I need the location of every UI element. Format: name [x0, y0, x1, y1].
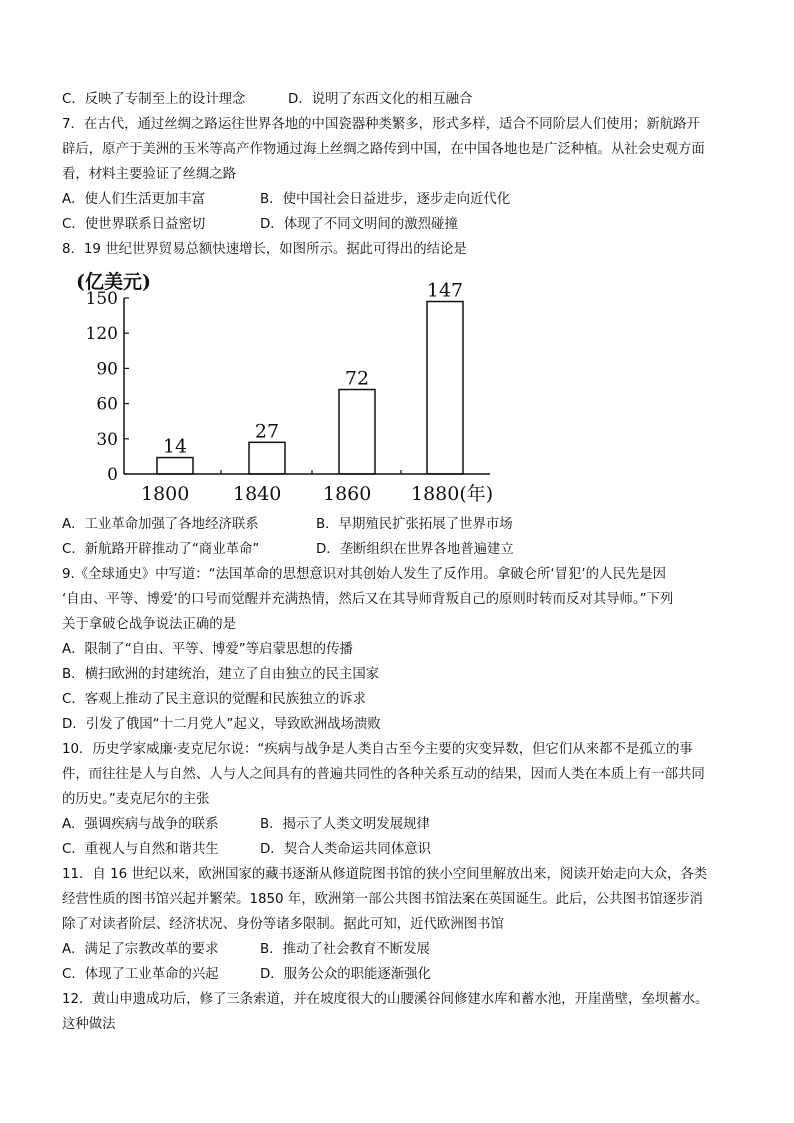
y-tick-label: 60 — [96, 394, 118, 415]
x-axis — [124, 470, 493, 504]
option-b: B．早期殖民扩张拓展了世界市场 — [316, 517, 513, 532]
question-line: 关于拿破仑战争说法正确的是 — [62, 617, 237, 632]
question-line: 除了对读者阶层、经济状况、身份等诸多限制。据此可知，近代欧洲图书馆 — [62, 917, 504, 932]
option-d: D．体现了不同文明间的激烈碰撞 — [260, 217, 458, 232]
bar-value-label: 14 — [162, 435, 188, 458]
option-d: D．垄断组织在世界各地普遍建立 — [316, 542, 514, 557]
x-tick-label: 1800 — [141, 483, 190, 504]
option-d: D．引发了俄国“十二月党人”起义，导致欧洲战场溃败 — [62, 717, 381, 732]
question-line: 辟后，原产于美洲的玉米等高产作物通过海上丝绸之路传到中国，在中国各地也是广泛种植。从社会史观方面 — [62, 142, 705, 157]
option-a: A．强调疾病与战争的联系 — [62, 817, 219, 832]
bar-value-label: 27 — [254, 420, 280, 443]
question-line: 经营性质的图书馆兴起并繁荣。1850 年，欧洲第一部公共图书馆法案在英国诞生。此后，公共图书馆逐步消 — [62, 892, 703, 907]
x-tick-label: 1860 — [323, 483, 372, 504]
y-tick-label: 30 — [96, 429, 118, 450]
bar — [427, 302, 463, 474]
option-b: B．横扫欧洲的封建统治，建立了自由独立的民主国家 — [62, 667, 380, 682]
question-line: 的历史。”麦克尼尔的主张 — [62, 792, 210, 807]
bar — [339, 390, 375, 474]
bar-value-label: 147 — [426, 279, 464, 302]
option-a: A．限制了“自由、平等、博爱”等启蒙思想的传播 — [62, 642, 353, 657]
x-tick-label: 1840 — [233, 483, 282, 504]
option-d: D．契合人类命运共同体意识 — [260, 842, 431, 857]
option-c: C．客观上推动了民主意识的觉醒和民族独立的诉求 — [62, 692, 366, 707]
question-line: 看，材料主要验证了丝绸之路 — [62, 167, 237, 182]
bar — [249, 442, 285, 474]
y-tick-label: 120 — [85, 324, 118, 345]
chart-y-label: (亿美元) — [76, 271, 151, 293]
y-tick-label: 0 — [107, 465, 118, 485]
question-line: ‘自由、平等、博爱’的口号而觉醒并充满热情，然后又在其导师背叛自己的原则时转而反对其导师。”下列 — [62, 592, 674, 607]
bar — [157, 458, 193, 474]
option-c: C．新航路开辟推动了“商业革命” — [62, 542, 260, 557]
option-c: C．体现了工业革命的兴起 — [62, 967, 219, 982]
question-line: 这种做法 — [62, 1017, 116, 1032]
y-tick-label: 90 — [96, 359, 118, 380]
option-c: C．使世界联系日益密切 — [62, 217, 206, 232]
question-line: 10．历史学家威廉·麦克尼尔说：“疾病与战争是人类自古至今主要的灾变异数，但它们从来都不是孤立的事 — [62, 742, 693, 757]
x-tick-label: 1880(年) — [411, 483, 494, 504]
question-line: 8．19 世纪世界贸易总额快速增长，如图所示。据此可得出的结论是 — [62, 242, 467, 257]
option-c: C．重视人与自然和谐共生 — [62, 842, 219, 857]
option-a: A．使人们生活更加丰富 — [62, 192, 206, 207]
y-axis — [86, 289, 129, 485]
trade-bar-chart — [62, 262, 562, 504]
option-b: B．推动了社会教育不断发展 — [260, 942, 430, 957]
line-q6-c: C．反映了专制至上的设计理念 — [62, 92, 246, 107]
option-a: A．工业革命加强了各地经济联系 — [62, 517, 259, 532]
option-a: A．满足了宗教改革的要求 — [62, 942, 219, 957]
question-line: 12．黄山申遗成功后，修了三条索道，并在坡度很大的山腰溪谷间修建水库和蓄水池，开崖凿壁，垒坝蓄水。 — [62, 992, 709, 1007]
option-b: B．使中国社会日益进步，逐步走向近代化 — [260, 192, 511, 207]
question-line: 7．在古代，通过丝绸之路运往世界各地的中国瓷器种类繁多，形式多样，适合不同阶层人们使用；新航路开 — [62, 117, 700, 132]
option-d: D．服务公众的职能逐渐强化 — [260, 967, 431, 982]
bar-value-label: 72 — [344, 367, 370, 390]
question-line: 11．自 16 世纪以来，欧洲国家的藏书逐渐从修道院图书馆的狭小空间里解放出来，阅读开始走向大众，各类 — [62, 867, 708, 882]
question-line: 件，而往往是人与自然、人与人之间具有的普遍共同性的各种关系互动的结果，因而人类在本质上有一部共同 — [62, 767, 705, 782]
y-tick-label: 150 — [85, 289, 118, 309]
option-q6-d: D．说明了东西文化的相互融合 — [288, 92, 473, 107]
question-line: 9.《全球通史》中写道：“法国革命的思想意识对其创始人发生了反作用。拿破仑所‘冒犯’的人民先是因 — [62, 567, 667, 582]
option-b: B．揭示了人类文明发展规律 — [260, 817, 430, 832]
bars — [157, 280, 463, 474]
